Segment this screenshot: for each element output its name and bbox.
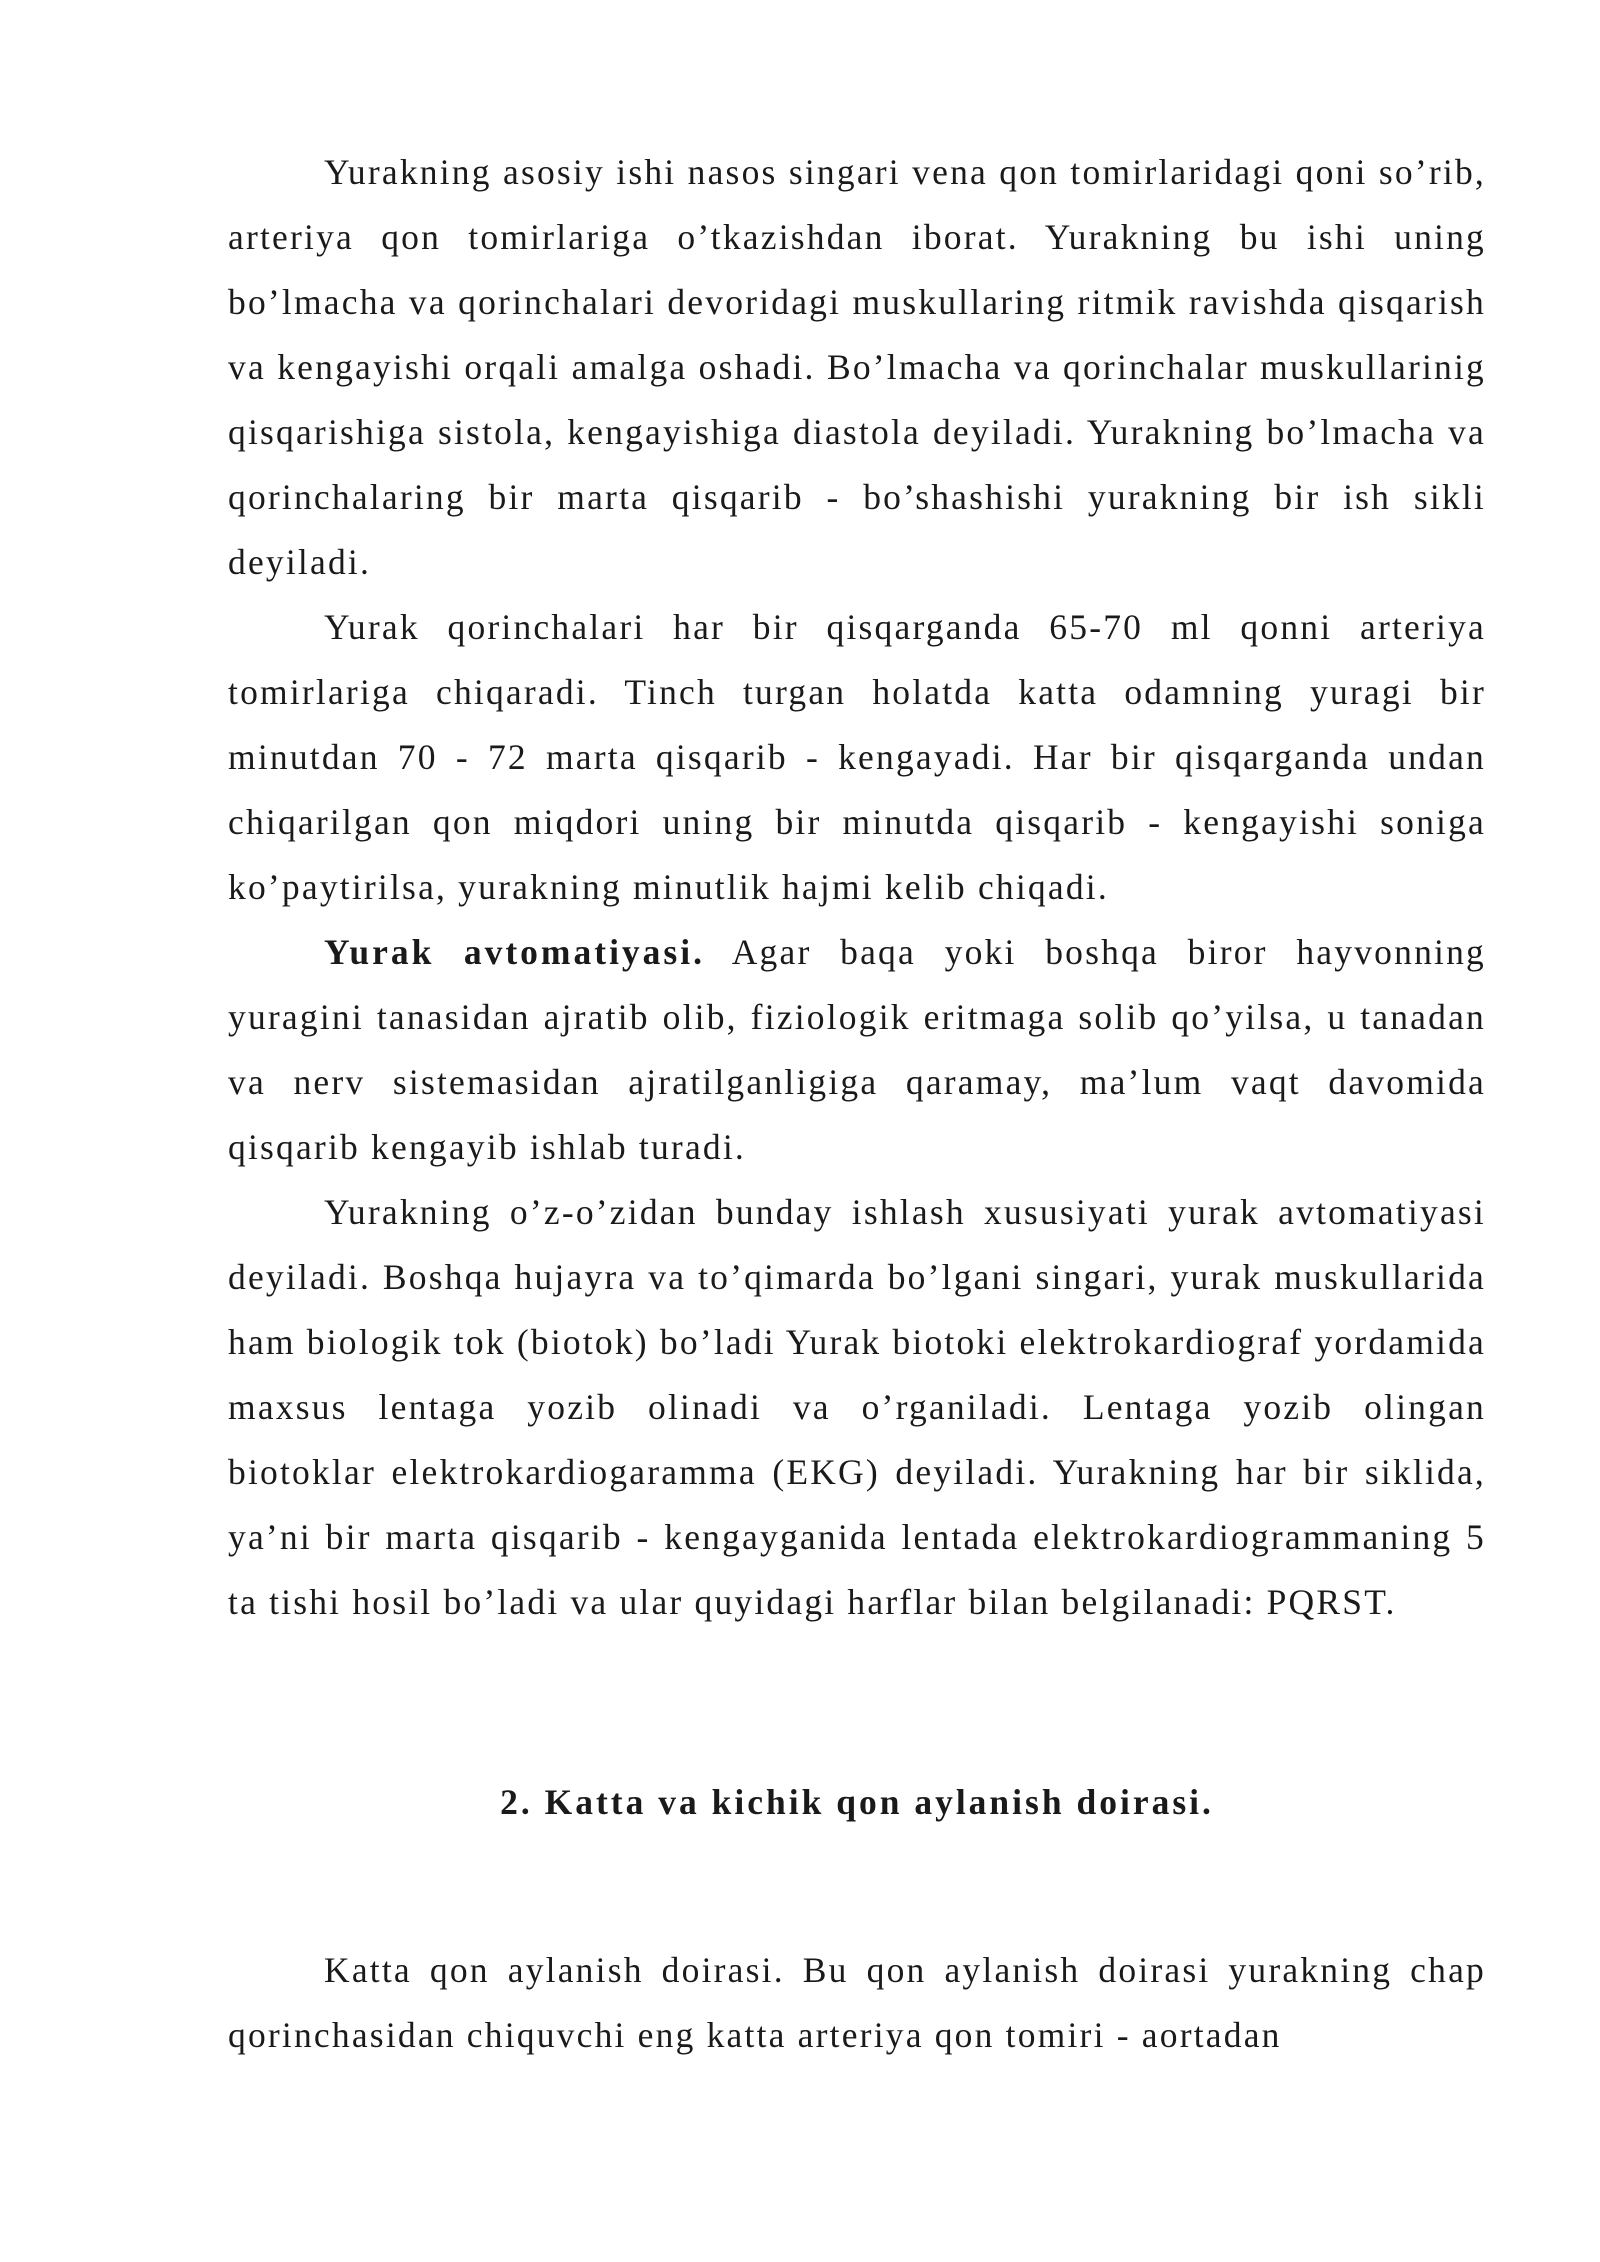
paragraph-bold-lead: Yurak avtomatiyasi. <box>324 932 705 972</box>
paragraph-systemic-circulation <box>228 1938 1486 2068</box>
paragraph-text: Yurakning o’z-o’zidan bunday ishlash xususiyati yurak avtomatiyasi deyiladi. Boshqa hujayra va to’qimarda bo’lgani singari, yurak muskullarida ham biologik tok (biotok) bo’ladi Yurak biotoki elektrokardiograf yordamida maxsus lentaga yozib olinadi va o’rganiladi. Lentaga yozib olingan biotoklar elektrokardiogaramma (EKG) deyiladi. Yurakning har bir siklida, ya’ni bir marta qisqarib - kengayganida lentada elektrokardiogrammaning 5 ta tishi hosil bo’ladi va ular quyidagi harflar bilan belgilanadi: PQRST. <box>228 1192 1487 1622</box>
paragraph-text: Katta qon aylanish doirasi. Bu qon aylanish doirasi yurakning chap qorinchasidan chiquvchi eng katta arteriya qon tomiri - aortadan <box>228 1950 1486 2055</box>
paragraph-ecg <box>228 1180 1486 1635</box>
paragraph-heart-automaticity <box>228 920 1486 1180</box>
paragraph-text: Agar baqa yoki boshqa biror hayvonning yuragini tanasidan ajratib olib, fiziologik eritmaga solib qo’yilsa, u tanadan va nerv sistemasidan ajratilganligiga qaramay, ma’lum vaqt davomida qisqarib kengayib ishlab turadi. <box>228 932 1486 1167</box>
paragraph-cardiac-output <box>228 595 1486 920</box>
paragraph-text: Yurak qorinchalari har bir qisqarganda 65-70 ml qonni arteriya tomirlariga chiqaradi. Tinch turgan holatda katta odamning yuragi bir minutdan 70 - 72 marta qisqarib - kengayadi. Har bir qisqarganda undan chiqarilgan qon miqdori uning bir minutda qisqarib - kengayishi soniga ko’paytirilsa, yurakning minutlik hajmi kelib chiqadi. <box>228 607 1486 907</box>
document-page <box>228 140 1486 2068</box>
paragraph-text: Yurakning asosiy ishi nasos singari vena qon tomirlaridagi qoni so’rib, arteriya qon tomirlariga o’tkazishdan iborat. Yurakning bu ishi uning bo’lmacha va qorinchalari devoridagi muskullaring ritmik ravishda qisqarish va kengayishi orqali amalga oshadi. Bo’lmacha va qorinchalar muskullarinig qisqarishiga sistola, kengayishiga diastola deyiladi. Yurakning bo’lmacha va qorinchalaring bir marta qisqarib - bo’shashishi yurakning bir ish sikli deyiladi. <box>228 152 1486 582</box>
section-heading: 2. Katta va kichik qon aylanish doirasi. <box>500 1782 1214 1822</box>
paragraph-heart-function <box>228 140 1486 595</box>
